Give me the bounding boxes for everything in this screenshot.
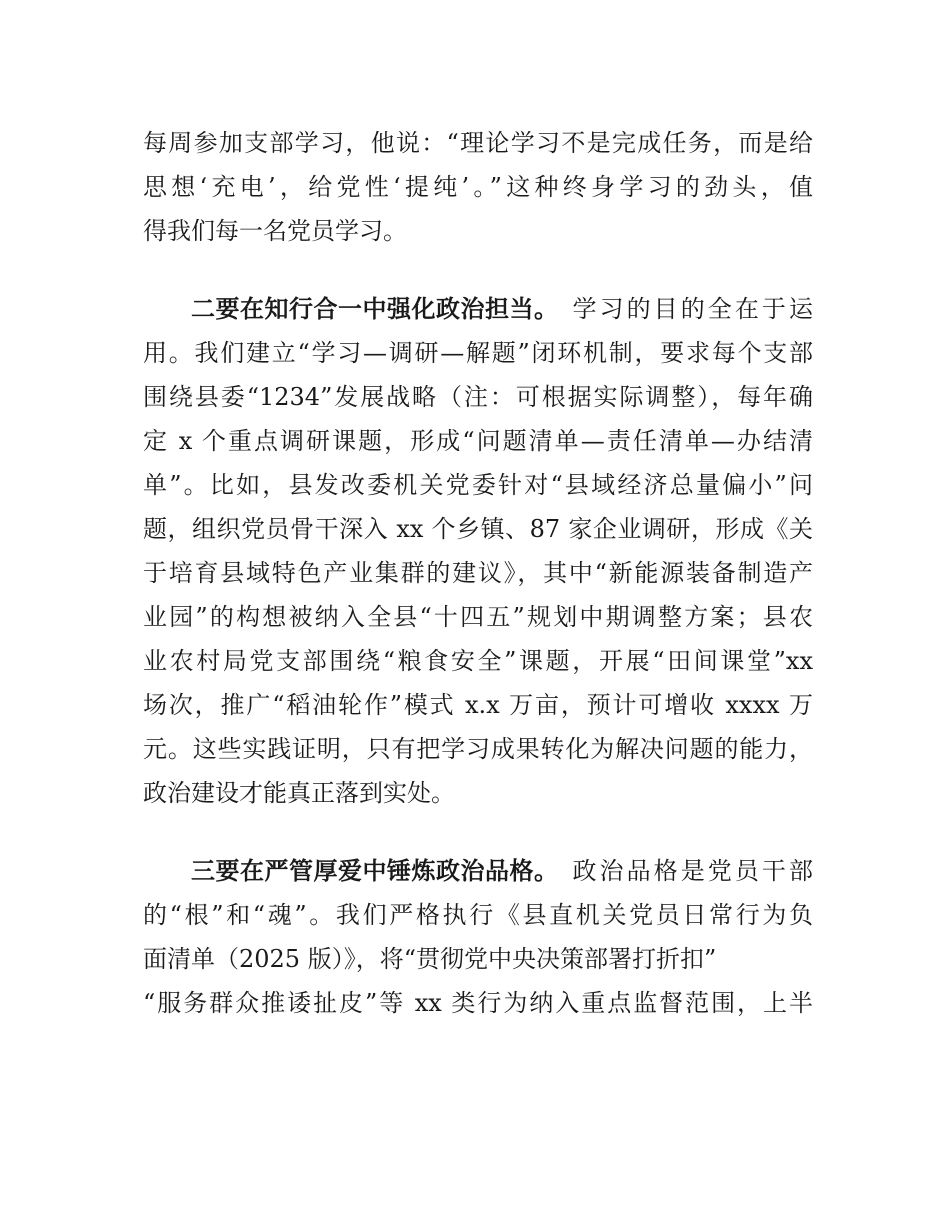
text-line: 得我们每一名党员学习。: [143, 217, 407, 245]
text-line: 单”。比如，县发改委机关党委针对“县域经济总量偏小”问: [143, 471, 813, 499]
paragraph-continuation: [143, 121, 813, 253]
text-line: 元。这些实践证明，只有把学习成果转化为解决问题的能力，: [143, 735, 813, 763]
section-heading: 二要在知行合一中强化政治担当。: [191, 295, 559, 323]
text-line: 围绕县委“1234”发展战略（注：可根据实际调整），每年确: [143, 383, 813, 411]
document-page: [143, 121, 813, 1025]
text-line: “服务群众推诿扯皮”等 xx 类行为纳入重点监督范围，上半: [143, 989, 813, 1017]
section-heading: 三要在严管厚爱中锤炼政治品格。: [191, 857, 559, 885]
text-span: 学习的目的全在于运: [572, 295, 813, 323]
text-line: 的“根”和“魂”。我们严格执行《县直机关党员日常行为负: [143, 901, 813, 929]
text-line: 思想‘充电’，给党性‘提纯’。”这种终身学习的劲头，值: [143, 173, 813, 201]
text-line: 题，组织党员骨干深入 xx 个乡镇、87 家企业调研，形成《关: [143, 515, 813, 543]
paragraph-political-character: [143, 849, 813, 1025]
text-line: 每周参加支部学习，他说：“理论学习不是完成任务，而是给: [143, 129, 813, 157]
text-line: 定 x 个重点调研课题，形成“问题清单—责任清单—办结清: [143, 427, 813, 455]
text-line: 用。我们建立“学习—调研—解题”闭环机制，要求每个支部: [143, 339, 813, 367]
text-line: 业园”的构想被纳入全县“十四五”规划中期调整方案；县农: [143, 603, 813, 631]
text-line: 业农村局党支部围绕“粮食安全”课题，开展“田间课堂”xx: [143, 647, 813, 675]
text-line: 于培育县域特色产业集群的建议》，其中“新能源装备制造产: [143, 559, 813, 587]
paragraph-first-line: [143, 849, 813, 893]
text-line: 政治建设才能真正落到实处。: [143, 779, 455, 807]
paragraph-political-responsibility: [143, 287, 813, 815]
text-line: 场次，推广“稻油轮作”模式 x.x 万亩，预计可增收 xxxx 万: [143, 691, 813, 719]
text-span: 政治品格是党员干部: [572, 857, 813, 885]
text-line: 面清单（2025 版）》，将“贯彻党中央决策部署打折扣”: [143, 945, 717, 973]
paragraph-first-line: [143, 287, 813, 331]
